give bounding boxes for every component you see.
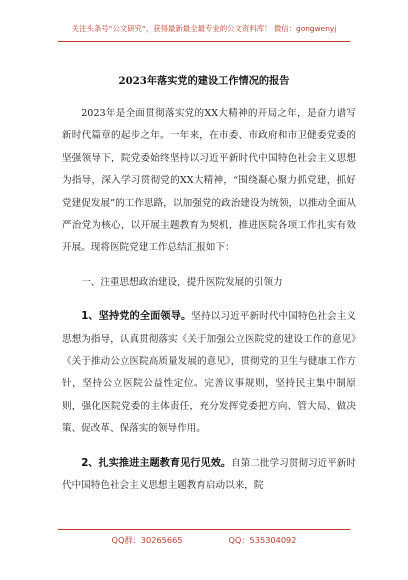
header-banner: 关注头条号“公文研究”，获得最新最全最专业的公文资料库！ 微信：gongwenyj (71, 24, 337, 33)
header-divider (58, 41, 350, 42)
item-1-paragraph (62, 306, 356, 440)
item-2-lead: 2、扎实推进主题教育见行见效。 (81, 457, 232, 469)
footer-divider (58, 529, 350, 530)
intro-paragraph: 2023年是全面贯彻落实党的XX大精神的开局之年，是奋力谱写新时代篇章的起步之年。一年来，在市委、市政府和市卫健委党委的坚强领导下，院党委始终坚持以习近平新时代中国特色社会主义思想为指导，深入学习贯彻党的XX大精神，“围绕凝心聚力抓党建，抓好党建促发展”的工作思路，以加强党的政治建设为统领，以推动全面从严治党为核心，以开展主题教育为契机，推进医院各项工作扎实有效开展。现将医院党建工作总结汇报如下： (62, 108, 356, 254)
item-2-paragraph (62, 453, 356, 498)
footer-qq-group: QQ群：30265665 (111, 535, 183, 545)
item-2-text: 自第二批学习贯彻习近平新时代中国特色社会主义思想主题教育启动以来，院 (62, 457, 356, 492)
document-title: 2023年落实党的建设工作情况的报告 (118, 75, 290, 87)
footer-qq: QQ：535304092 (228, 535, 297, 545)
document-body (62, 103, 356, 498)
section-heading: 一、注重思想政治建设，提升医院发展的引领力 (81, 276, 283, 288)
footer (0, 535, 408, 546)
item-1-text: 坚持以习近平新时代中国特色社会主义思想为指导，认真贯彻落实《关于加强公立医院党的建设工作的意见》《关于推动公立医院高质量发展的意见》，贯彻党的卫生与健康工作方针，坚持公立医院公益性定位。完善议事规则，坚持民主集中制原则，强化医院党委的主体责任，充分发挥党委把方向、管大局、做决策、促改革、保落实的领导作用。 (62, 311, 357, 435)
item-1-lead: 1、坚持党的全面领导。 (81, 311, 192, 323)
